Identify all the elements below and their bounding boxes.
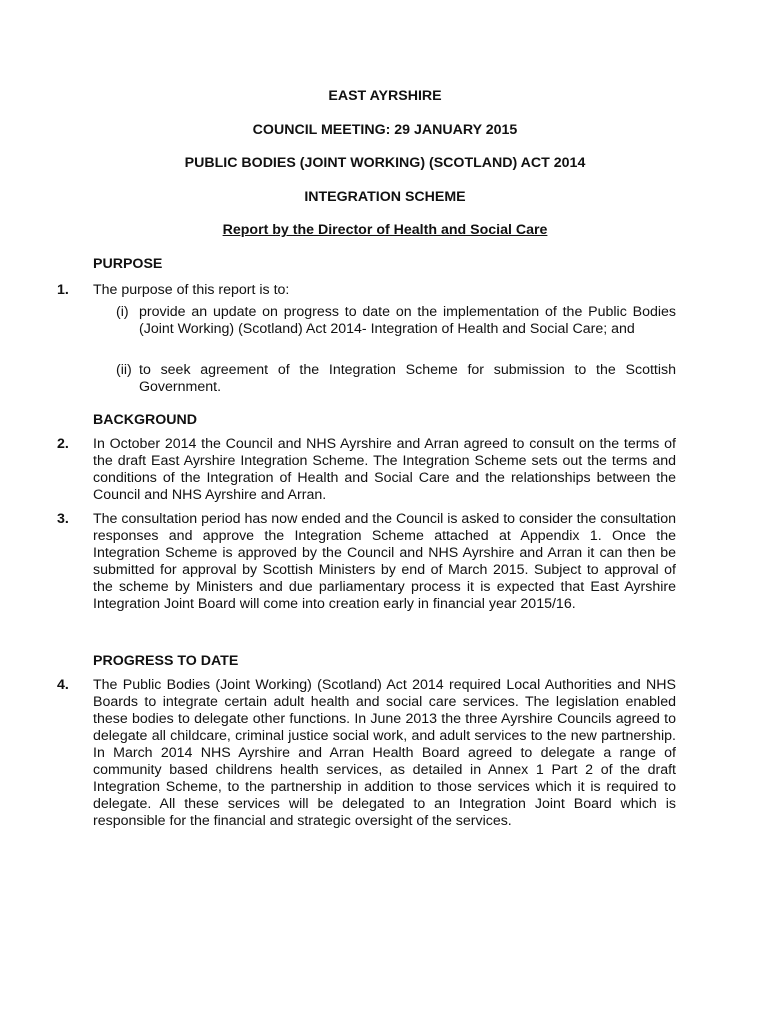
paragraph-1: The purpose of this report is to:	[93, 282, 290, 298]
purpose-item-i	[116, 304, 676, 338]
item-text: provide an update on progress to date on the implementation of the Public Bodies (Joint Working) (Scotland) Act 2014- Integration of Health and Social Care; and	[139, 304, 676, 337]
purpose-heading: PURPOSE	[93, 256, 163, 272]
paragraph-number-4: 4.	[57, 677, 69, 693]
report-by-title: Report by the Director of Health and Social Care	[222, 222, 548, 238]
paragraph-4: The Public Bodies (Joint Working) (Scotland) Act 2014 required Local Authorities and NHS Boards to integrate certain adult health and social care services. The legislation enabled these bodies to delegate other functions. In June 2013 the three Ayrshire Councils agreed to delegate all childcare, criminal justice social work, and adult services to the new partnership. In March 2014 NHS Ayrshire and Arran Health Board agreed to delegate a range of community based childrens health services, as detailed in Annex 1 Part 2 of the draft Integration Scheme, to the partnership in addition to those services which it is required to delegate. All these services will be delegated to an Integration Joint Board which is responsible for the financial and strategic oversight of the services.	[93, 677, 676, 829]
item-marker: (ii)	[116, 362, 132, 378]
paragraph-3: The consultation period has now ended and the Council is asked to consider the consultation responses and approve the Integration Scheme attached at Appendix 1. Once the Integration Scheme is approved by the Council and NHS Ayrshire and Arran it can then be submitted for approval by Scottish Ministers by end of March 2015. Subject to approval of the scheme by Ministers and due parliamentary process it is expected that East Ayrshire Integration Joint Board will come into creation early in financial year 2015/16.	[93, 511, 676, 612]
meeting-title: COUNCIL MEETING: 29 JANUARY 2015	[252, 122, 518, 138]
council-title: EAST AYRSHIRE	[328, 88, 442, 104]
paragraph-2: In October 2014 the Council and NHS Ayrshire and Arran agreed to consult on the terms of the draft East Ayrshire Integration Scheme. The Integration Scheme sets out the terms and conditions of the Integration of Health and Social Care and the relationships between the Council and NHS Ayrshire and Arran.	[93, 436, 676, 503]
progress-heading: PROGRESS TO DATE	[93, 653, 239, 669]
item-text: to seek agreement of the Integration Scheme for submission to the Scottish Government.	[139, 362, 676, 395]
paragraph-number-3: 3.	[57, 511, 69, 527]
act-title: PUBLIC BODIES (JOINT WORKING) (SCOTLAND) ACT 2014	[184, 155, 586, 171]
paragraph-number-2: 2.	[57, 436, 69, 452]
scheme-title: INTEGRATION SCHEME	[304, 189, 466, 205]
item-marker: (i)	[116, 304, 129, 320]
paragraph-number-1: 1.	[57, 282, 69, 298]
purpose-item-ii	[116, 362, 676, 396]
background-heading: BACKGROUND	[93, 412, 198, 428]
